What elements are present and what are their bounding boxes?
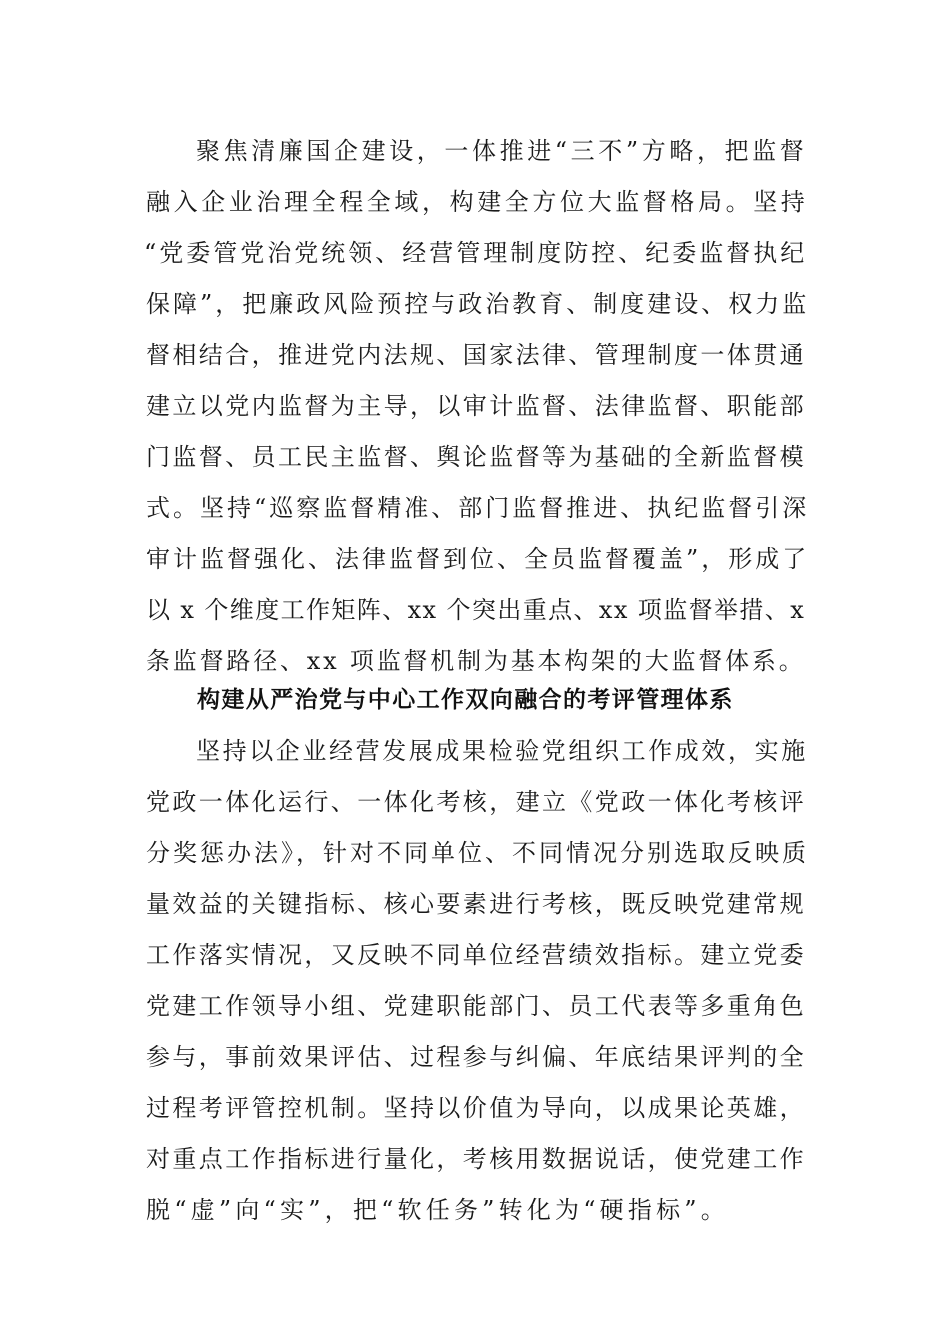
paragraph-line: 条监督路径、xx 项监督机制为基本构架的大监督体系。 xyxy=(146,647,806,675)
paragraph-line: 式。坚持“巡察监督精准、部门监督推进、执纪监督引深 xyxy=(146,494,810,522)
paragraph-line: 门监督、员工民主监督、舆论监督等为基础的全新监督模 xyxy=(146,443,806,471)
paragraph-line: 量效益的关键指标、核心要素进行考核，既反映党建常规 xyxy=(146,890,806,918)
paragraph-line: 督相结合，推进党内法规、国家法律、管理制度一体贯通 xyxy=(146,341,806,369)
paragraph-line: 党政一体化运行、一体化考核，建立《党政一体化考核评 xyxy=(146,788,806,816)
paragraph-line: 坚持以企业经营发展成果检验党组织工作成效，实施 xyxy=(196,737,808,765)
paragraph-line: 以 x 个维度工作矩阵、xx 个突出重点、xx 项监督举措、x xyxy=(146,596,806,624)
paragraph-line: 对重点工作指标进行量化，考核用数据说话，使党建工作 xyxy=(146,1145,806,1173)
paragraph-line: 分奖惩办法》，针对不同单位、不同情况分别选取反映质 xyxy=(146,839,809,867)
paragraph-line: 聚焦清廉国企建设，一体推进“三不”方略，把监督 xyxy=(196,137,808,165)
section-heading: 构建从严治党与中心工作双向融合的考评管理体系 xyxy=(197,687,734,713)
paragraph-line: 工作落实情况，又反映不同单位经营绩效指标。建立党委 xyxy=(146,941,806,969)
paragraph-line: 融入企业治理全程全域，构建全方位大监督格局。坚持 xyxy=(146,188,809,216)
paragraph-line: 审计监督强化、法律监督到位、全员监督覆盖”，形成了 xyxy=(146,545,810,573)
paragraph-line: 建立以党内监督为主导，以审计监督、法律监督、职能部 xyxy=(146,392,806,420)
paragraph-line: 脱“虚”向“实”，把“软任务”转化为“硬指标”。 xyxy=(146,1196,729,1224)
paragraph-line: “党委管党治党统领、经营管理制度防控、纪委监督执纪 xyxy=(144,239,808,267)
paragraph-line: 党建工作领导小组、党建职能部门、员工代表等多重角色 xyxy=(146,992,806,1020)
paragraph-line: 过程考评管控机制。坚持以价值为导向，以成果论英雄， xyxy=(146,1094,806,1122)
paragraph-line: 保障”，把廉政风险预控与政治教育、制度建设、权力监 xyxy=(146,290,810,318)
paragraph-line: 参与，事前效果评估、过程参与纠偏、年底结果评判的全 xyxy=(146,1043,806,1071)
